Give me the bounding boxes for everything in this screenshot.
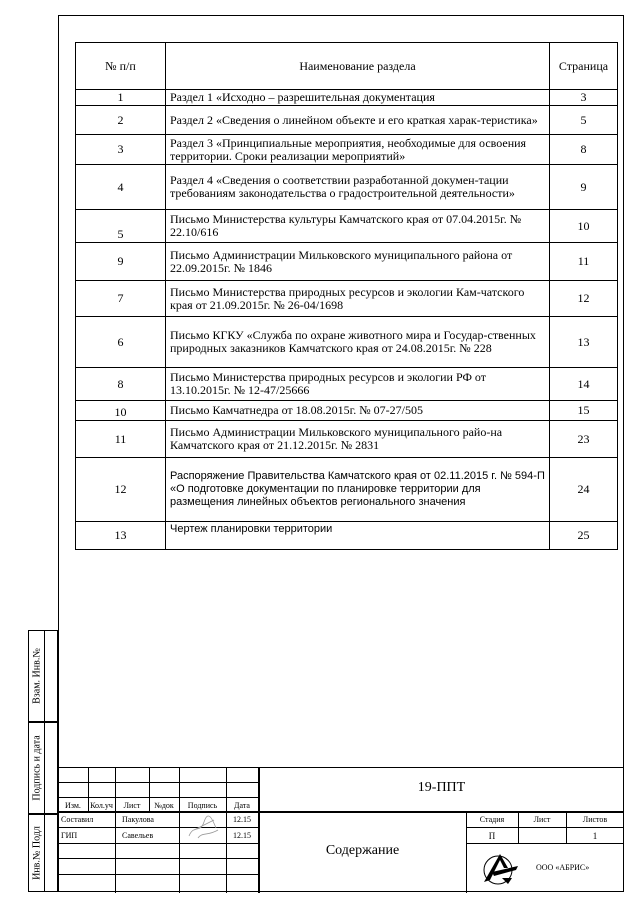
row-name: Письмо Министерства природных ресурсов и экологии РФ от 13.10.2015г. № 12-47/25666 (166, 368, 550, 401)
sheets-value: 1 (592, 831, 598, 841)
row-name: Раздел 2 «Сведения о линейном объекте и его краткая харак-теристика» (166, 106, 550, 135)
row-num: 9 (76, 243, 166, 281)
table-row (76, 401, 618, 421)
row-name: Письмо КГКУ «Служба по охране животного мира и Государ-ственных природных заказников Камчатского края от 24.08.2015г. № 228 (166, 317, 550, 368)
tb-podp: Подпись (187, 801, 218, 810)
row-page: 14 (550, 368, 618, 401)
row-num: 11 (76, 421, 166, 458)
document-title: Содержание (325, 843, 400, 858)
row-page: 24 (550, 458, 618, 522)
side-stamp-replacement (28, 630, 58, 722)
tb-list: Лист (123, 801, 141, 810)
side-stamp-signature-label: Подпись и дата (31, 735, 42, 801)
table-row (76, 243, 618, 281)
role-chief-engineer: ГИП (61, 831, 78, 840)
row-num: 3 (76, 135, 166, 165)
side-stamp-signature (28, 722, 58, 814)
row-num: 2 (76, 106, 166, 135)
table-row (76, 281, 618, 317)
stage-value: П (488, 831, 496, 841)
row-num: 13 (76, 522, 166, 550)
signature-image (186, 812, 222, 842)
row-num: 7 (76, 281, 166, 317)
sheets-header: Листов (582, 815, 608, 824)
name-chief-engineer: Савельев (122, 831, 154, 840)
header-page: Страница (550, 43, 618, 90)
row-num: 10 (76, 401, 166, 421)
row-num: 1 (76, 90, 166, 106)
title-block (58, 767, 624, 893)
row-name: Письмо Министерства природных ресурсов и экологии Кам-чатского края от 21.09.2015г. № 26-04/1698 (166, 281, 550, 317)
row-page: 11 (550, 243, 618, 281)
row-num: 5 (76, 210, 166, 243)
side-stamp-original (28, 814, 58, 892)
row-name: Письмо Администрации Мильковского муниципального райо-на Камчатского края от 21.12.2015г. № 2831 (166, 421, 550, 458)
table-row (76, 90, 618, 106)
row-page: 15 (550, 401, 618, 421)
row-name: Раздел 4 «Сведения о соответствии разработанной докумен-тации требованиям законодательства о градостроительной деятельности» (166, 165, 550, 210)
tb-ndok: №док (154, 801, 174, 810)
tb-izm: Изм. (65, 801, 81, 810)
table-row (76, 135, 618, 165)
document-code: 19-ППТ (417, 780, 466, 795)
row-name: Раздел 3 «Принципиальные мероприятия, необходимые для освоения территории. Сроки реализации мероприятий» (166, 135, 550, 165)
table-row (76, 210, 618, 243)
name-composer: Пакулова (122, 815, 154, 824)
row-name: Распоряжение Правительства Камчатского края от 02.11.2015 г. № 594-П «О подготовке документации по планировке территории для размещения линейных объектов регионального значения (166, 458, 550, 522)
row-num: 12 (76, 458, 166, 522)
row-num: 8 (76, 368, 166, 401)
row-page: 9 (550, 165, 618, 210)
row-num: 4 (76, 165, 166, 210)
table-row (76, 368, 618, 401)
table-row (76, 458, 618, 522)
row-name: Письмо Министерства культуры Камчатского края от 07.04.2015г. № 22.10/616 (166, 210, 550, 243)
table-row (76, 421, 618, 458)
row-num: 6 (76, 317, 166, 368)
row-page: 13 (550, 317, 618, 368)
table-row (76, 522, 618, 550)
row-page: 25 (550, 522, 618, 550)
company-name: ООО «АБРИС» (536, 863, 590, 872)
header-name: Наименование раздела (166, 43, 550, 90)
side-stamp-replacement-label: Взам. Инв.№ (31, 648, 42, 704)
row-name: Письмо Администрации Мильковского муниципального района от 22.09.2015г. № 1846 (166, 243, 550, 281)
tb-kol: Кол.уч (90, 801, 113, 810)
row-page: 5 (550, 106, 618, 135)
row-page: 10 (550, 210, 618, 243)
tb-data: Дата (234, 801, 250, 810)
table-row (76, 317, 618, 368)
date-composer: 12.15 (233, 815, 251, 824)
row-page: 12 (550, 281, 618, 317)
row-name: Письмо Камчатнедра от 18.08.2015г. № 07-27/505 (166, 401, 550, 421)
row-name: Раздел 1 «Исходно – разрешительная документация (166, 90, 550, 106)
row-page: 8 (550, 135, 618, 165)
header-num: № п/п (76, 43, 166, 90)
sheet-header: Лист (533, 815, 551, 824)
contents-table (75, 42, 618, 550)
row-page: 23 (550, 421, 618, 458)
contents-header-row (76, 43, 618, 90)
table-row (76, 106, 618, 135)
role-composer: Составил (61, 815, 94, 824)
company-logo-icon (478, 848, 522, 888)
row-name: Чертеж планировки территории (166, 522, 550, 550)
table-row (76, 165, 618, 210)
date-chief-engineer: 12.15 (233, 831, 251, 840)
side-stamp-original-label: Инв.№ Подл (31, 826, 42, 880)
stage-header: Стадия (479, 815, 505, 824)
row-page: 3 (550, 90, 618, 106)
